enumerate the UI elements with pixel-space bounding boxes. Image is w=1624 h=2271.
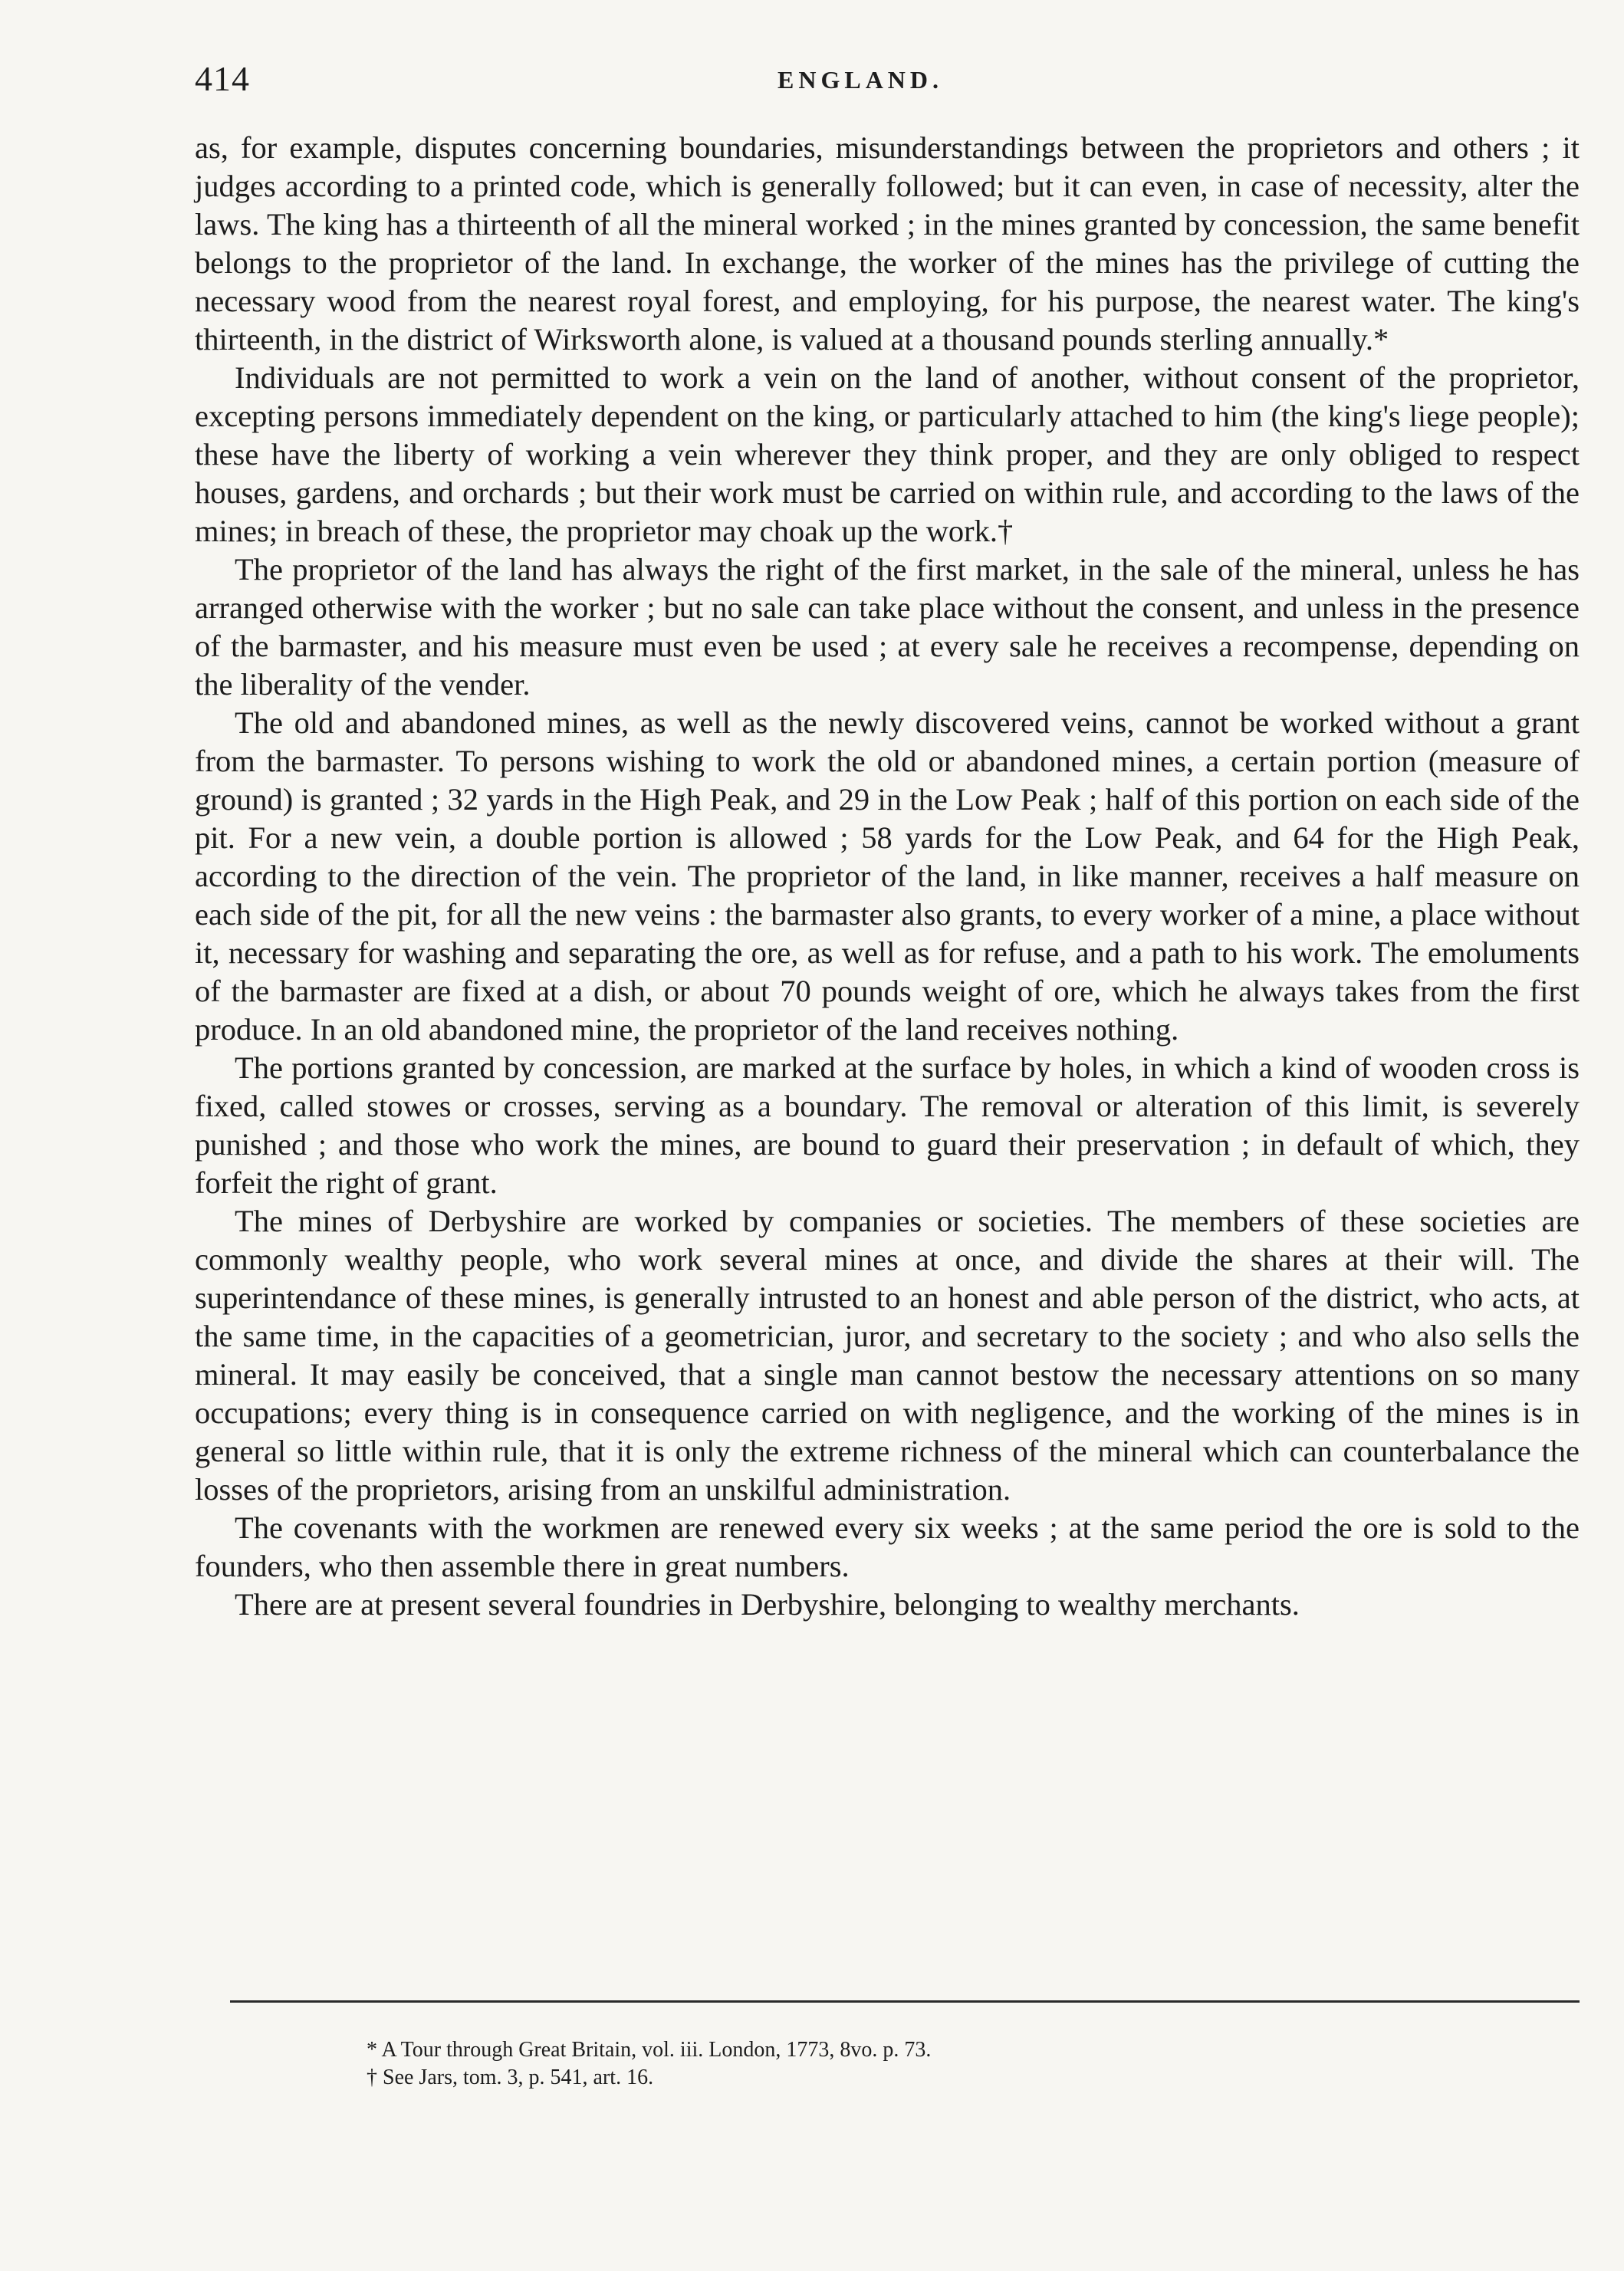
body-text [195, 129, 1580, 1624]
paragraph-8: There are at present several foundries in Derbyshire, belonging to wealthy merchants. [235, 1587, 1300, 1622]
footnote-2: † See Jars, tom. 3, p. 541, art. 16. [367, 2066, 654, 2089]
paragraph-3: The proprietor of the land has always the right of the first market, in the sale of the mineral, unless he has arranged otherwise with the worker ; but no sale can take place without the consent, and unless in the presence of the barmaster, and his measure must even be used ; at every sale he receives a recompense, depending on the liberality of the vender. [195, 552, 1580, 702]
running-head: ENGLAND. [777, 66, 944, 94]
footnote-1: * A Tour through Great Britain, vol. iii. London, 1773, 8vo. p. 73. [367, 2038, 932, 2062]
footnotes [367, 2036, 1440, 2092]
page-header [195, 58, 1575, 104]
paragraph-4: The old and abandoned mines, as well as the newly discovered veins, cannot be worked without a grant from the barmaster. To persons wishing to work the old or abandoned mines, a certain portion (measure of ground) is granted ; 32 yards in the High Peak, and 29 in the Low Peak ; half of this portion on each side of the pit. For a new vein, a double portion is allowed ; 58 yards for the Low Peak, and 64 for the High Peak, according to the direction of the vein. The proprietor of the land, in like manner, receives a half measure on each side of the pit, for all the new veins : the barmaster also grants, to every worker of a mine, a place without it, necessary for washing and separating the ore, as well as for refuse, and a path to his work. The emoluments of the barmaster are fixed at a dish, or about 70 pounds weight of ore, which he always takes from the first produce. In an old abandoned mine, the proprietor of the land receives nothing. [195, 705, 1580, 1047]
paragraph-2: Individuals are not permitted to work a vein on the land of another, without consent of the proprietor, excepting persons immediately dependent on the king, or particularly attached to him (the king's liege people); these have the liberty of working a vein wherever they think proper, and they are only obliged to respect houses, gardens, and orchards ; but their work must be carried on within rule, and according to the laws of the mines; in breach of these, the proprietor may choak up the work.† [195, 360, 1580, 548]
paragraph-5: The portions granted by concession, are marked at the surface by holes, in which a kind of wooden cross is fixed, called stowes or crosses, serving as a boundary. The removal or alteration of this limit, is severely punished ; and those who work the mines, are bound to guard their preservation ; in default of which, they forfeit the right of grant. [195, 1050, 1580, 1200]
paragraph-7: The covenants with the workmen are renewed every six weeks ; at the same period the ore is sold to the founders, who then assemble there in great numbers. [195, 1510, 1580, 1583]
paragraph-6: The mines of Derbyshire are worked by companies or societies. The members of these societies are commonly wealthy people, who work several mines at once, and divide the shares at their will. The superintendance of these mines, is generally intrusted to an honest and able person of the district, who acts, at the same time, in the capacities of a geometrician, juror, and secretary to the society ; and who also sells the mineral. It may easily be conceived, that a single man cannot bestow the necessary attentions on so many occupations; every thing is in consequence carried on with negligence, and the working of the mines is in general so little within rule, that it is only the extreme richness of the mineral which can counterbalance the losses of the proprietors, arising from an unskilful administration. [195, 1204, 1580, 1507]
footnote-rule [230, 2000, 1580, 2003]
page-number: 414 [195, 59, 250, 98]
paragraph-1: as, for example, disputes concerning boundaries, misunderstandings between the proprietors and others ; it judges according to a printed code, which is generally followed; but it can even, in case of necessity, alter the laws. The king has a thirteenth of all the mineral worked ; in the mines granted by concession, the same benefit belongs to the proprietor of the land. In exchange, the worker of the mines has the privilege of cutting the necessary wood from the nearest royal forest, and employing, for his purpose, the nearest water. The king's thirteenth, in the district of Wirksworth alone, is valued at a thousand pounds sterling annually.* [195, 130, 1580, 357]
